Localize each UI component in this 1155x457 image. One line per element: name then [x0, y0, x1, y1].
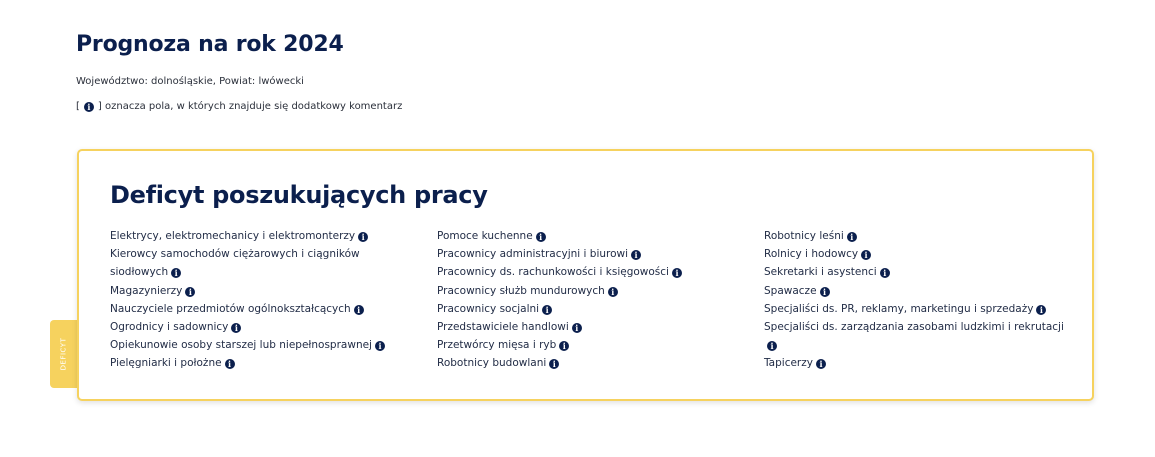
occupation-item — [110, 282, 410, 300]
info-icon[interactable]: i — [231, 323, 241, 333]
info-icon[interactable]: i — [820, 287, 830, 297]
info-icon[interactable]: i — [542, 305, 552, 315]
occupation-item — [437, 263, 737, 281]
occupation-label: Przetwórcy mięsa i ryb — [437, 339, 557, 352]
occupation-item — [764, 263, 1074, 281]
info-icon[interactable]: i — [608, 287, 618, 297]
legend-bracket: [ — [76, 101, 80, 112]
occupation-item — [764, 282, 1074, 300]
occupation-label: Pracownicy socjalni — [437, 302, 540, 315]
occupation-item — [437, 245, 737, 263]
info-icon[interactable]: i — [631, 250, 641, 260]
occupation-label: Opiekunowie osoby starszej lub niepełnosprawnej — [110, 339, 372, 352]
location-text: Województwo: dolnośląskie, Powiat: lwówecki — [76, 76, 304, 87]
occupation-label: Pracownicy ds. rachunkowości i księgowości — [437, 266, 669, 279]
info-icon[interactable]: i — [1036, 305, 1046, 315]
occupation-item — [764, 318, 1074, 354]
occupation-item — [764, 300, 1074, 318]
deficit-side-tab — [50, 320, 77, 388]
occupation-label: Kierowcy samochodów ciężarowych i ciągników siodłowych — [110, 248, 360, 279]
occupation-label: Ogrodnicy i sadownicy — [110, 321, 229, 334]
legend-note — [76, 101, 402, 112]
info-icon: i — [84, 102, 94, 112]
occupation-item — [764, 227, 1074, 245]
info-icon[interactable]: i — [847, 232, 857, 242]
info-icon[interactable]: i — [572, 323, 582, 333]
info-icon[interactable]: i — [816, 359, 826, 369]
occupation-label: Specjaliści ds. zarządzania zasobami ludzkimi i rekrutacji — [764, 321, 1064, 334]
occupation-item — [437, 354, 737, 372]
occupation-label: Magazynierzy — [110, 284, 183, 297]
occupation-label: Pielęgniarki i położne — [110, 357, 222, 370]
occupation-column-3 — [764, 227, 1074, 373]
occupation-label: Sekretarki i asystenci — [764, 266, 877, 279]
occupation-label: Pomoce kuchenne — [437, 230, 533, 242]
occupation-label: Rolnicy i hodowcy — [764, 248, 859, 261]
occupation-item — [110, 336, 410, 354]
card-title: Deficyt poszukujących pracy — [110, 181, 488, 209]
occupation-item — [437, 318, 737, 336]
info-icon[interactable]: i — [185, 287, 195, 297]
occupation-label: Tapicerzy — [764, 357, 813, 370]
info-icon[interactable]: i — [536, 232, 546, 242]
occupation-label: Robotnicy leśni — [764, 230, 844, 242]
occupation-item — [110, 354, 410, 372]
info-icon[interactable]: i — [672, 268, 682, 278]
occupation-item — [110, 245, 410, 281]
occupation-item — [110, 318, 410, 336]
info-icon[interactable]: i — [358, 232, 368, 242]
info-icon[interactable]: i — [861, 250, 871, 260]
occupation-item — [437, 300, 737, 318]
occupation-item — [110, 227, 410, 245]
deficit-card — [77, 149, 1094, 401]
info-icon[interactable]: i — [354, 305, 364, 315]
occupation-item — [437, 227, 737, 245]
occupation-item — [437, 336, 737, 354]
occupation-item — [764, 245, 1074, 263]
occupation-column-2 — [437, 227, 737, 373]
occupation-label: Elektrycy, elektromechanicy i elektromonterzy — [110, 230, 356, 242]
occupation-item — [437, 282, 737, 300]
occupation-label: Robotnicy budowlani — [437, 357, 547, 370]
occupation-label: Pracownicy administracyjni i biurowi — [437, 248, 629, 261]
occupation-column-1 — [110, 227, 410, 373]
info-icon[interactable]: i — [549, 359, 559, 369]
occupation-label: Spawacze — [764, 284, 817, 297]
info-icon[interactable]: i — [171, 268, 181, 278]
occupation-label: Pracownicy służb mundurowych — [437, 284, 605, 297]
occupation-label: Specjaliści ds. PR, reklamy, marketingu i sprzedaży — [764, 302, 1034, 315]
page-title: Prognoza na rok 2024 — [76, 32, 344, 57]
info-icon[interactable]: i — [880, 268, 890, 278]
info-icon[interactable]: i — [375, 341, 385, 351]
info-icon[interactable]: i — [559, 341, 569, 351]
info-icon[interactable]: i — [767, 341, 777, 351]
occupation-label: Przedstawiciele handlowi — [437, 321, 569, 334]
side-tab-label: DEFICYT — [59, 337, 68, 371]
occupation-item — [110, 300, 410, 318]
occupation-item — [764, 354, 1074, 372]
info-icon[interactable]: i — [225, 359, 235, 369]
legend-text: ] oznacza pola, w których znajduje się dodatkowy komentarz — [97, 101, 403, 112]
occupation-label: Nauczyciele przedmiotów ogólnokształcących — [110, 302, 351, 315]
